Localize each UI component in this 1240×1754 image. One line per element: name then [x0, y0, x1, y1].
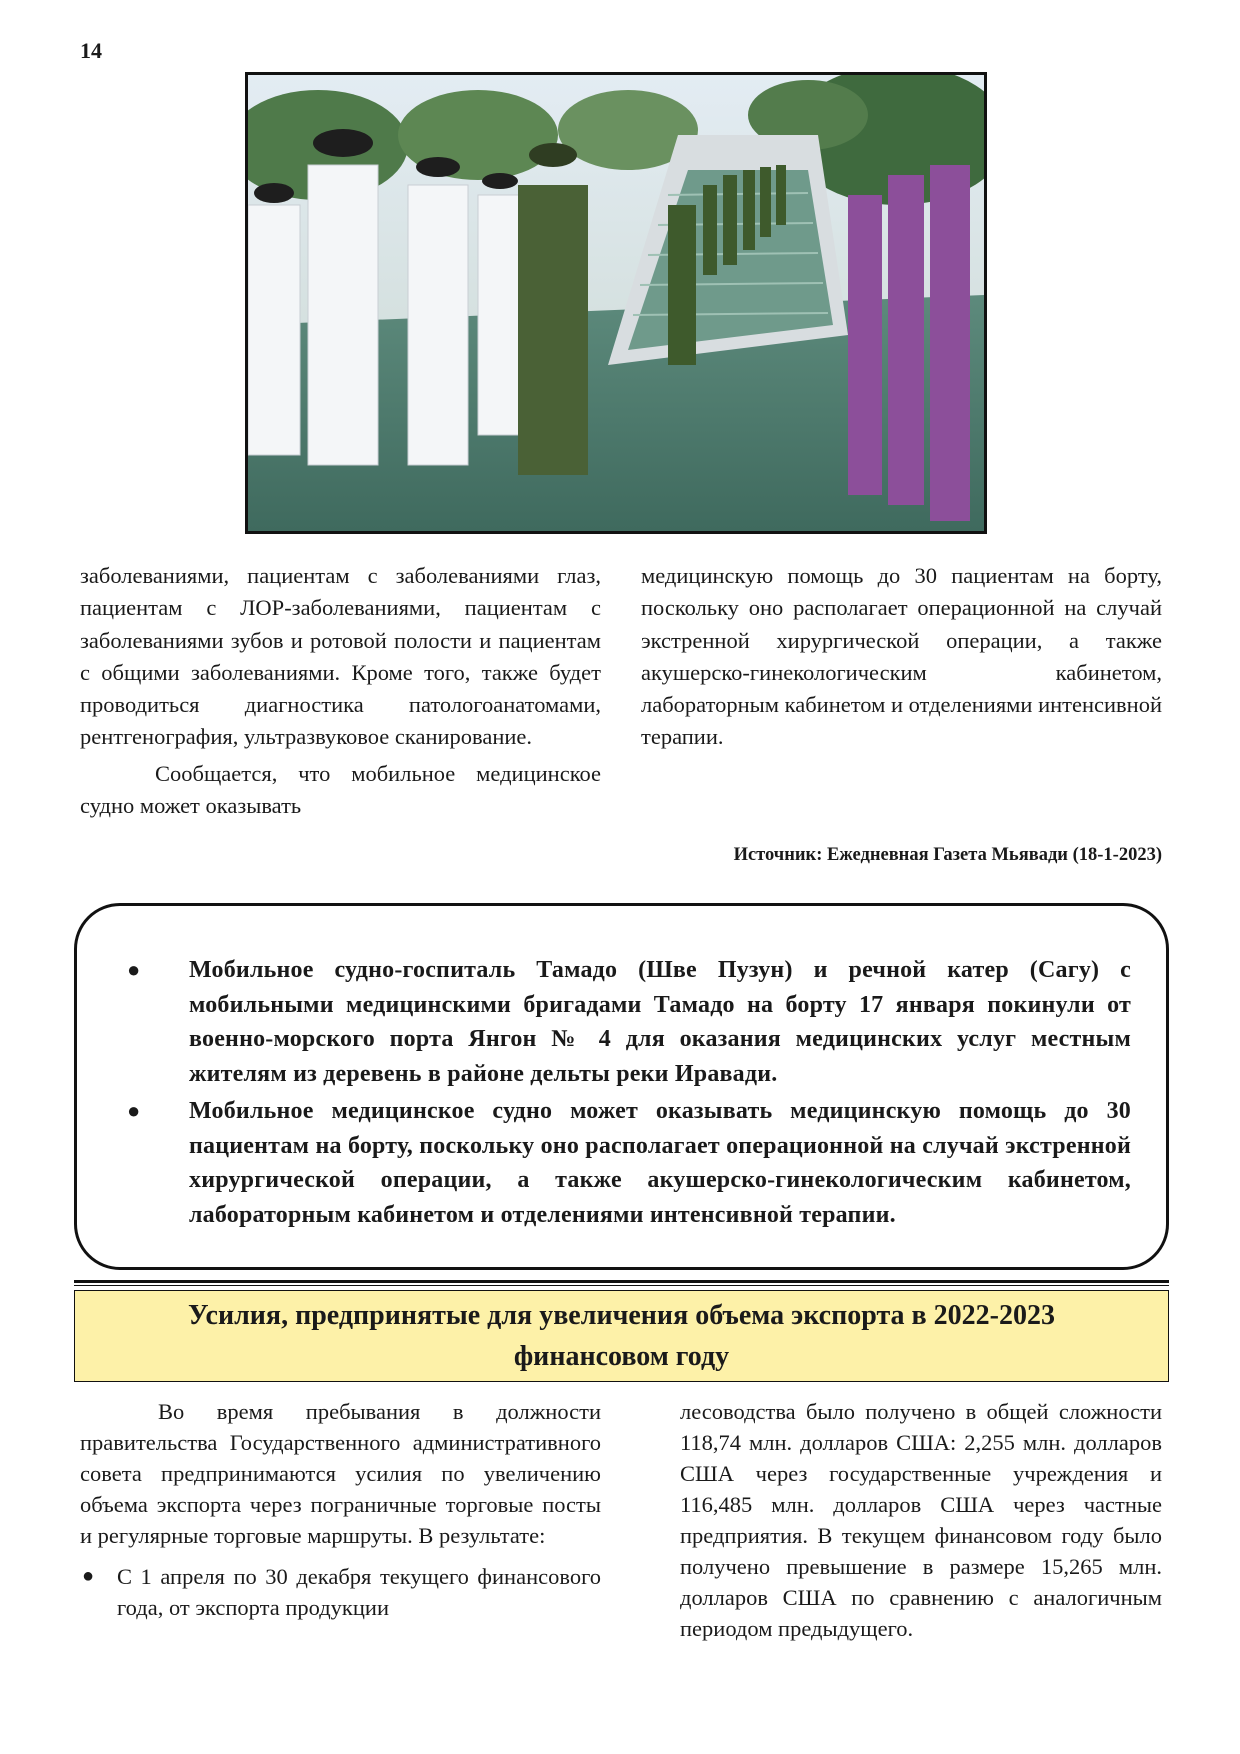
section-divider: [74, 1285, 1169, 1286]
summary-bullet-text: Мобильное судно-госпиталь Тамадо (Шве Пузун) и речной катер (Сагу) с мобильными медицинскими бригадами Тамадо на борту 17 января покинули от военно-морского порта Янгон № 4 для оказания медицинских услуг местным жителям из деревень в районе дельты реки Иравади.: [189, 957, 1131, 1087]
article-photo: [245, 72, 987, 534]
article-paragraph: Сообщается, что мобильное медицинское судно может оказывать: [80, 760, 601, 819]
article-left-column: [80, 560, 601, 822]
section-paragraph: лесоводства было получено в общей сложности 118,74 млн. долларов США: 2,255 млн. долларов США через государственные учреждения и 116,485 млн. долларов США через частные предприятия. В текущем финансовом году было получено превышение в размере 15,265 млн. долларов США по сравнению с аналогичным периодом предыдущего.: [680, 1399, 1162, 1641]
summary-bullet: [99, 1094, 1131, 1232]
article-right-column: [641, 560, 1162, 754]
section-bullet-text: С 1 апреля по 30 декабря текущего финансового года, от экспорта продукции: [117, 1564, 601, 1620]
article-paragraph: заболеваниями, пациентам с заболеваниями глаз, пациентам с ЛОР-заболеваниями, пациентам с заболеваниями зубов и ротовой полости и пациентам с общими заболеваниями. Кроме того, также будет проводиться диагностика патологоанатомами, рентгенография, ультразвуковое сканирование.: [80, 563, 601, 750]
section-divider: [74, 1280, 1169, 1283]
section-paragraph: Во время пребывания в должности правительства Государственного административного совета предпринимаются усилия по увеличению объема экспорта через пограничные торговые посты и регулярные торговые маршруты. В результате:: [80, 1399, 601, 1548]
section-bullet: [80, 1561, 601, 1623]
ceremony-photo-illustration: [248, 75, 984, 531]
section-right-column: [680, 1396, 1162, 1644]
article-paragraph: медицинскую помощь до 30 пациентам на борту, поскольку оно располагает операционной на случай экстренной хирургической операции, а также акушерско-гинекологическим кабинетом, лабораторным кабинетом и отделениями интенсивной терапии.: [641, 563, 1163, 750]
summary-bullet: [99, 953, 1131, 1091]
bullet-icon: ●: [82, 1565, 95, 1587]
summary-box: [74, 903, 1169, 1270]
bullet-icon: ●: [127, 1098, 141, 1123]
page-number: 14: [80, 38, 102, 63]
section-heading: Усилия, предпринятые для увеличения объема экспорта в 2022-2023 финансовом году: [74, 1290, 1169, 1382]
summary-bullet-text: Мобильное медицинское судно может оказывать медицинскую помощь до 30 пациентам на борту, поскольку оно располагает операционной на случай экстренной хирургической операции, а также акушерско-гинекологическим кабинетом, лабораторным кабинетом и отделениями интенсивной терапии.: [189, 1098, 1131, 1228]
bullet-icon: ●: [127, 957, 141, 982]
section-left-column: [80, 1396, 601, 1623]
source-citation: Источник: Ежедневная Газета Мьявади (18-1-2023): [733, 845, 1162, 865]
